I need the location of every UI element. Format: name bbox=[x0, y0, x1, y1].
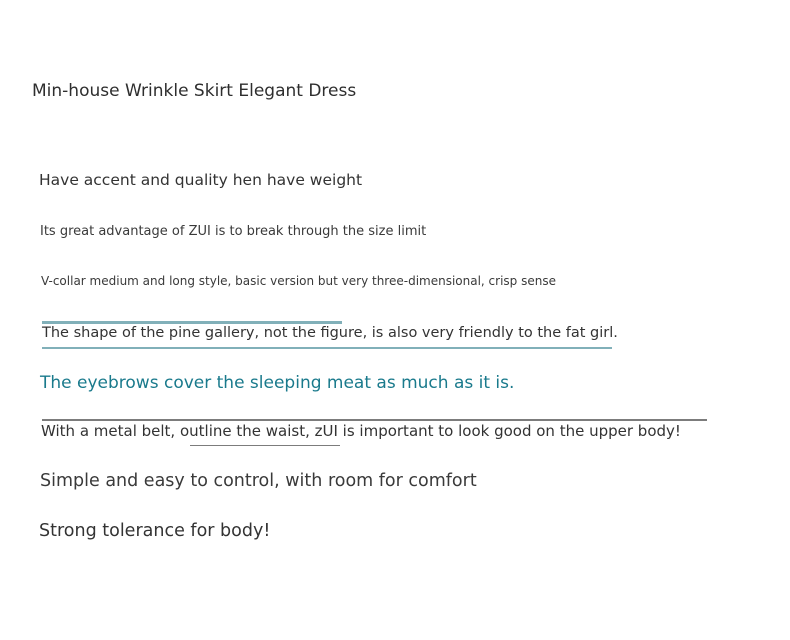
description-line-1: Have accent and quality hen have weight bbox=[39, 171, 363, 189]
description-line-2: Its great advantage of ZUI is to break through the size limit bbox=[40, 224, 427, 239]
description-line-5-highlight: The eyebrows cover the sleeping meat as much as it is. bbox=[40, 373, 515, 393]
description-line-3: V-collar medium and long style, basic version but very three-dimensional, crisp sense bbox=[41, 274, 556, 288]
description-line-4: The shape of the pine gallery, not the figure, is also very friendly to the fat girl. bbox=[42, 325, 618, 341]
description-line-7: Simple and easy to control, with room for comfort bbox=[40, 471, 477, 491]
glyph-artifact bbox=[42, 321, 342, 324]
description-line-8: Strong tolerance for body! bbox=[39, 521, 271, 541]
product-title: Min-house Wrinkle Skirt Elegant Dress bbox=[32, 81, 357, 101]
description-line-6: With a metal belt, outline the waist, zUI is important to look good on the upper body! bbox=[41, 422, 681, 440]
glyph-artifact bbox=[190, 445, 340, 446]
glyph-artifact bbox=[42, 347, 612, 349]
glyph-artifact bbox=[42, 419, 707, 421]
